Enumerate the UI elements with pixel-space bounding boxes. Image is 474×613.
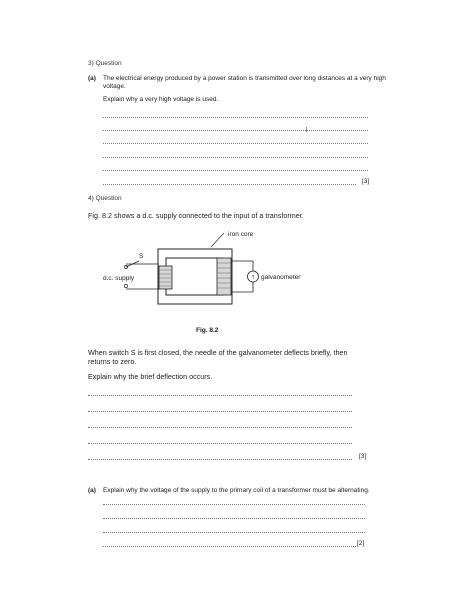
q3-answer-line-4[interactable]	[103, 157, 368, 158]
q5-answer-line-2[interactable]	[103, 518, 365, 519]
question-3-heading: 3) Question	[88, 60, 122, 67]
switch-label: S	[139, 253, 144, 260]
q4-marks: [3]	[359, 453, 367, 460]
q4-answer-line-2[interactable]	[88, 411, 352, 412]
q4-answer-line-4[interactable]	[88, 443, 352, 444]
q3-marks: [3]	[362, 178, 370, 185]
dc-supply-label: d.c. supply	[103, 275, 135, 282]
q3-answer-line-2[interactable]	[103, 130, 368, 131]
q3-part-label: (a)	[88, 75, 96, 82]
q5-answer-line-4[interactable]	[103, 546, 356, 547]
secondary-coil	[217, 258, 231, 295]
q3-answer-line-5[interactable]	[103, 170, 368, 171]
q5-answer-line-3[interactable]	[103, 532, 365, 533]
q5-marks: [2]	[357, 540, 365, 547]
q4-answer-line-5[interactable]	[88, 459, 352, 460]
q5-answer-line-1[interactable]	[103, 504, 365, 505]
q4-answer-line-1[interactable]	[88, 395, 352, 396]
q3-answer-line-6[interactable]	[103, 184, 356, 185]
q5-part-label: (a)	[88, 487, 96, 494]
galvanometer-needle-icon: ↑	[251, 272, 255, 282]
text-cursor	[306, 127, 307, 132]
figure-caption: Fig. 8.2	[196, 327, 219, 334]
q4-instruction: Explain why the brief deflection occurs.	[88, 372, 213, 381]
q3-answer-line-1[interactable]	[103, 117, 368, 118]
transformer-diagram	[80, 226, 340, 316]
question-4-heading: 4) Question	[88, 195, 122, 202]
secondary-circuit	[231, 261, 259, 292]
q5-question-text: Explain why the voltage of the supply to the primary coil of a transformer must be alternating.	[103, 487, 370, 494]
galvanometer-label: galvanometer	[261, 274, 301, 281]
q3-instruction: Explain why a very high voltage is used.	[103, 96, 219, 103]
supply-terminal-bottom	[124, 284, 127, 287]
primary-coil	[159, 266, 172, 289]
q4-answer-line-3[interactable]	[88, 427, 352, 428]
q3-answer-line-3[interactable]	[103, 143, 368, 144]
q4-statement: When switch S is first closed, the needle of the galvanometer deflects briefly, then returns to zero.	[88, 348, 348, 366]
iron-core-leader	[211, 233, 224, 247]
q3-question-text: The electrical energy produced by a power station is transmitted over long distances at a very high voltage.	[103, 75, 386, 90]
q4-intro: Fig. 8.2 shows a d.c. supply connected to the input of a transformer.	[88, 211, 304, 220]
iron-core-label: iron core	[228, 231, 254, 238]
